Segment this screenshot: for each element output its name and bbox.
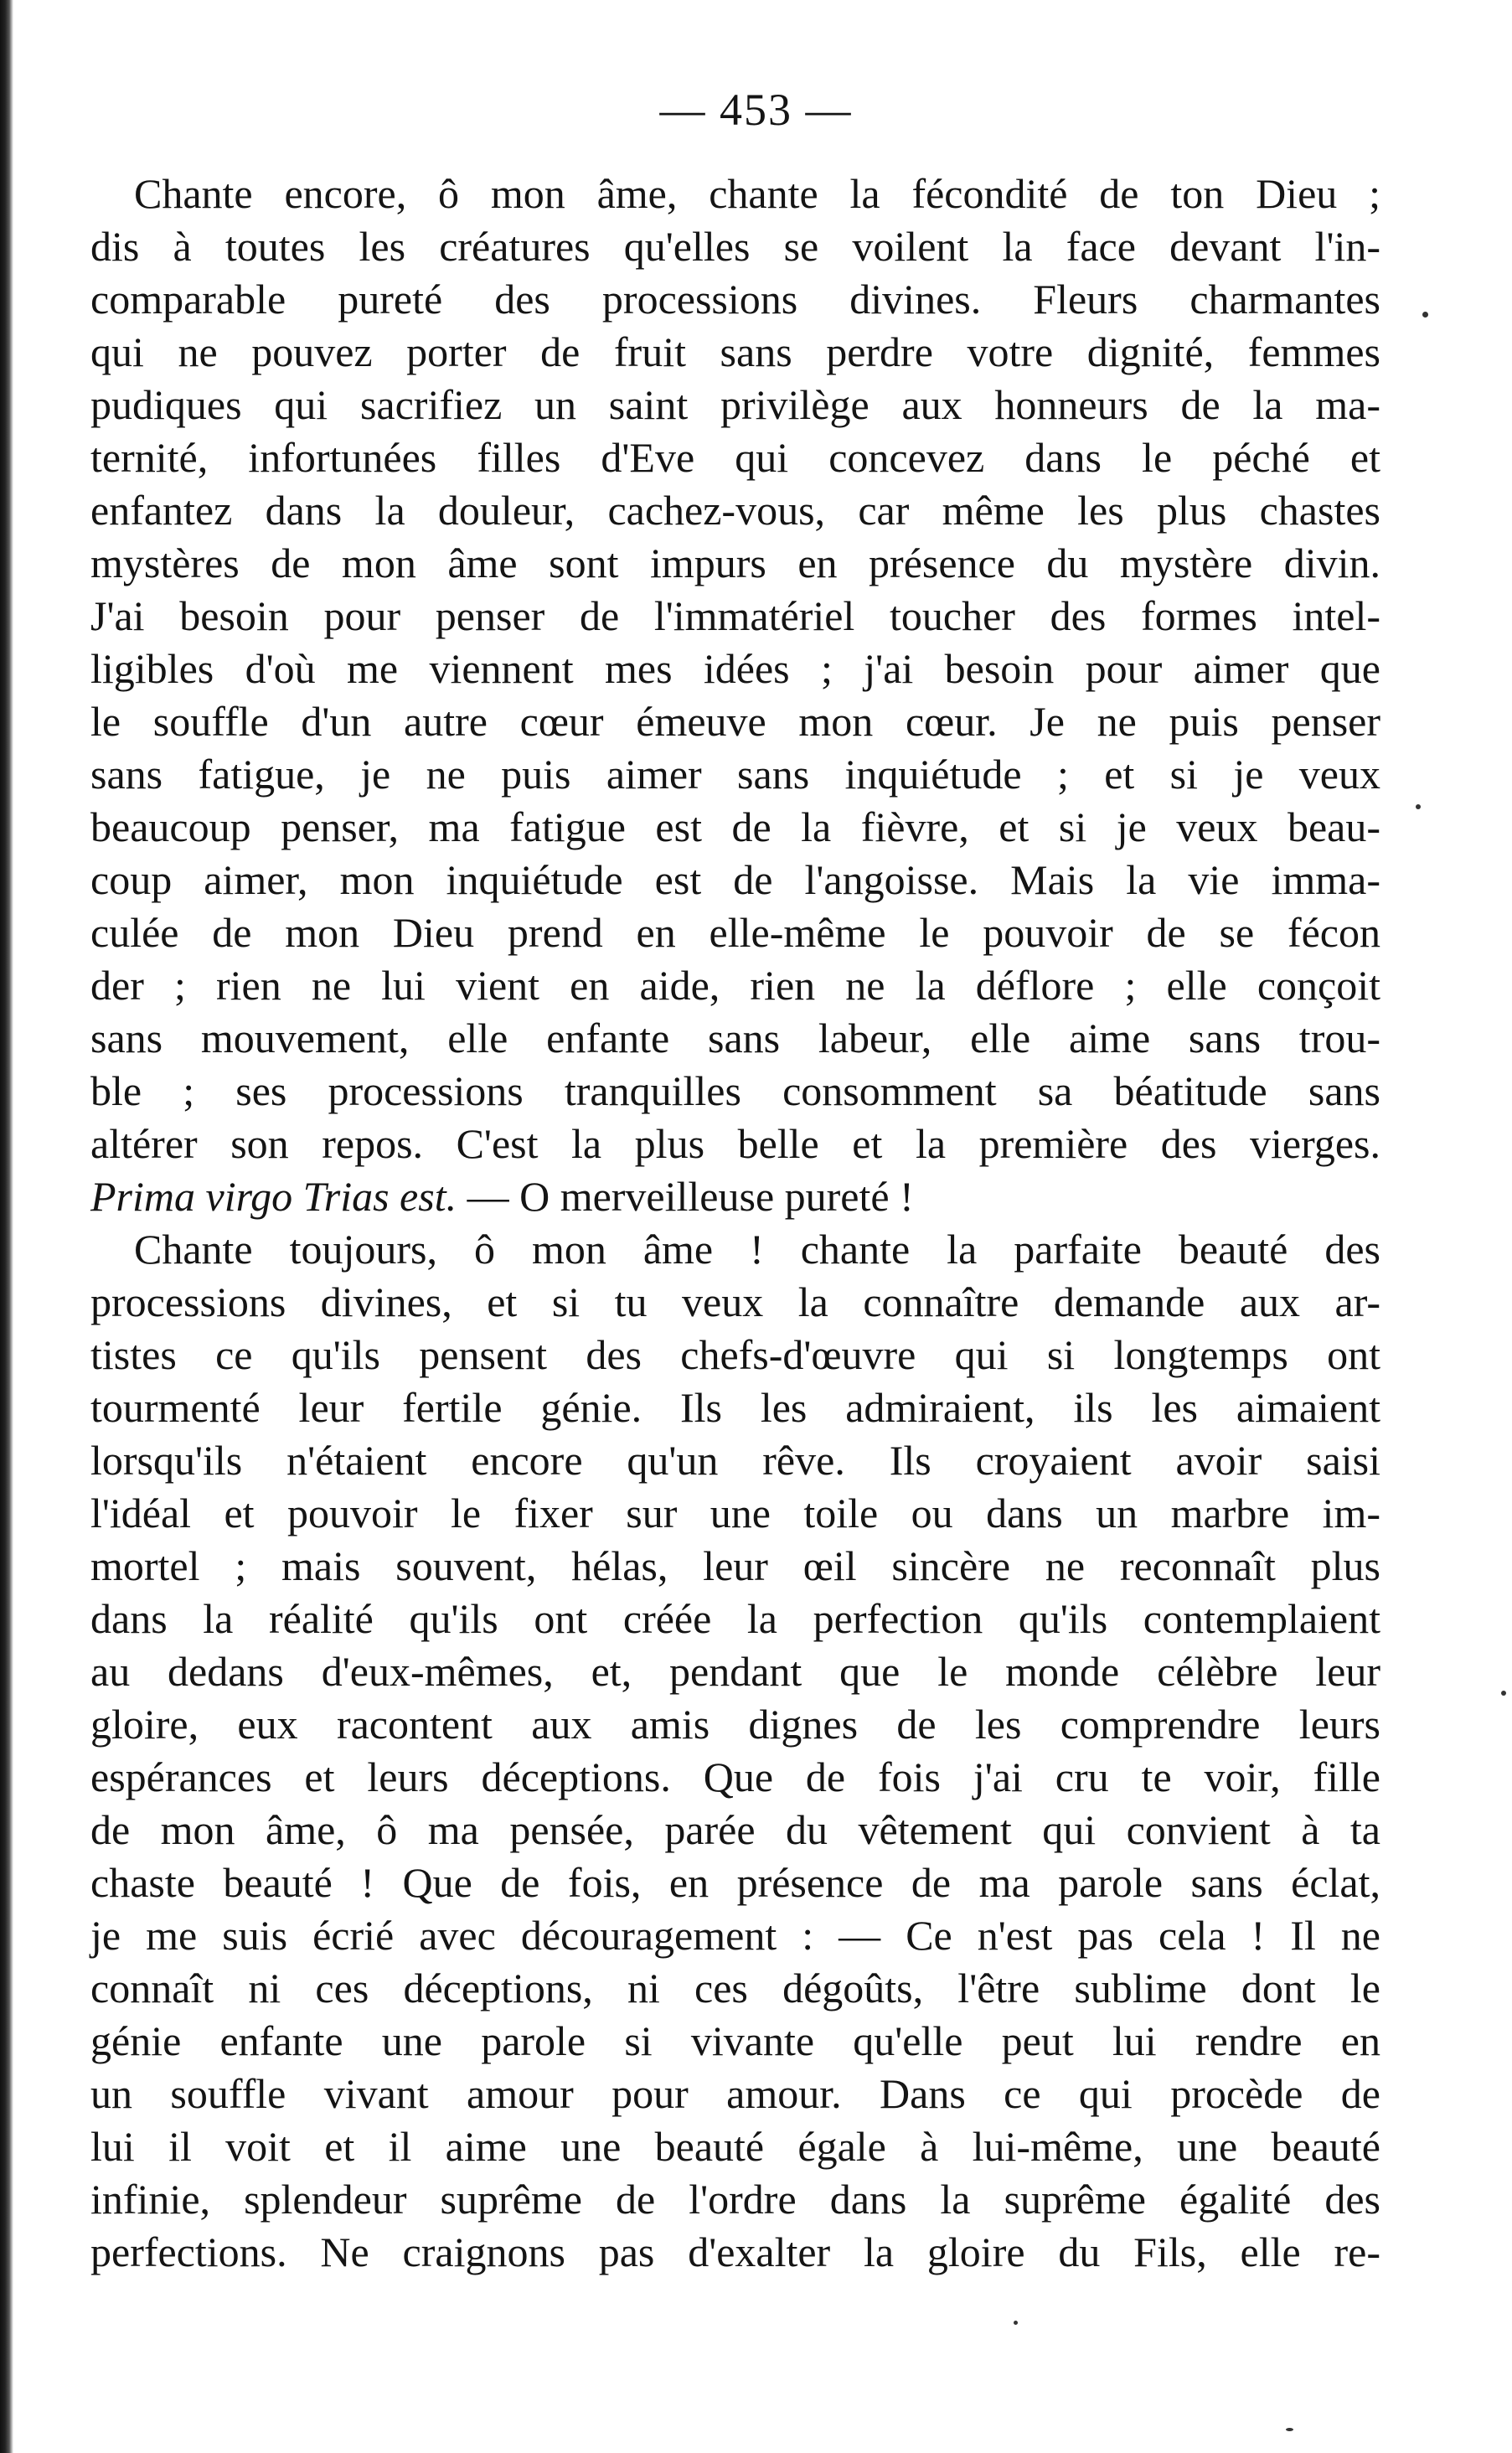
text-line: lui il voit et il aime une beauté égale à lui-même, une beauté [90,2123,1380,2170]
text-line: ble ; ses processions tranquilles consomment sa béatitude sans [90,1067,1380,1114]
text-line: Chante toujours, ô mon âme ! chante la parfaite beauté des [134,1226,1380,1273]
text-line: lorsqu'ils n'étaient encore qu'un rêve. Ils croyaient avoir saisi [90,1437,1380,1484]
text-line: J'ai besoin pour penser de l'immatériel toucher des formes intel- [90,592,1380,639]
text-line: au dedans d'eux-mêmes, et, pendant que le monde célèbre leur [90,1648,1380,1695]
binding-edge [0,0,13,2453]
text-line: perfections. Ne craignons pas d'exalter la gloire du Fils, elle re- [90,2228,1380,2275]
scan-speck [1501,1691,1506,1696]
text-line: dis à toutes les créatures qu'elles se voilent la face devant l'in- [90,223,1380,270]
text-line: chaste beauté ! Que de fois, en présence de ma parole sans éclat, [90,1859,1380,1906]
scan-speck [1422,312,1428,318]
text-line: génie enfante une parole si vivante qu'elle peut lui rendre en [90,2017,1380,2064]
text-line: pudiques qui sacrifiez un saint privilège aux honneurs de la ma- [90,381,1380,428]
page-number: — 453 — [659,85,853,135]
text-line: sans mouvement, elle enfante sans labeur, elle aime sans trou- [90,1015,1380,1061]
text-line: tistes ce qu'ils pensent des chefs-d'œuvre qui si longtemps ont [90,1331,1380,1378]
text-line: comparable pureté des processions divines. Fleurs charmantes [90,276,1380,323]
text-line-quote [90,1170,1380,1223]
text-line: je me suis écrié avec découragement : — Ce n'est pas cela ! Il ne [90,1912,1380,1959]
text-line: mortel ; mais souvent, hélas, leur œil sincère ne reconnaît plus [90,1542,1380,1589]
text-line: l'idéal et pouvoir le fixer sur une toile ou dans un marbre im- [90,1490,1380,1536]
text-line: connaît ni ces déceptions, ni ces dégoûts, l'être sublime dont le [90,1965,1380,2011]
text-line: de mon âme, ô ma pensée, parée du vêtement qui convient à ta [90,1806,1380,1853]
scan-speck [1014,2321,1018,2325]
body-text [90,168,1380,2279]
text-line: altérer son repos. C'est la plus belle et la première des vierges. [90,1120,1380,1167]
text-line: dans la réalité qu'ils ont créée la perfection qu'ils contemplaient [90,1595,1380,1642]
text-line: tourmenté leur fertile génie. Ils les admiraient, ils les aimaient [90,1384,1380,1431]
scan-speck [1286,2428,1293,2431]
closing-text: — O merveilleuse pureté ! [457,1173,914,1220]
text-line: ligibles d'où me viennent mes idées ; j'ai besoin pour aimer que [90,645,1380,692]
text-line: un souffle vivant amour pour amour. Dans ce qui procède de [90,2070,1380,2117]
text-line: beaucoup penser, ma fatigue est de la fièvre, et si je veux beau- [90,803,1380,850]
text-line: culée de mon Dieu prend en elle-même le pouvoir de se fécon [90,909,1380,956]
text-line: le souffle d'un autre cœur émeuve mon cœur. Je ne puis penser [90,698,1380,745]
text-line: processions divines, et si tu veux la connaître demande aux ar- [90,1278,1380,1325]
text-line: ternité, infortunées filles d'Eve qui concevez dans le péché et [90,434,1380,481]
text-line: enfantez dans la douleur, cachez-vous, car même les plus chastes [90,487,1380,534]
text-line: qui ne pouvez porter de fruit sans perdre votre dignité, femmes [90,328,1380,375]
text-line: der ; rien ne lui vient en aide, rien ne la déflore ; elle conçoit [90,962,1380,1009]
text-line: Chante encore, ô mon âme, chante la fécondité de ton Dieu ; [134,170,1380,217]
text-line: infinie, splendeur suprême de l'ordre dans la suprême égalité des [90,2176,1380,2223]
text-line: espérances et leurs déceptions. Que de fois j'ai cru te voir, fille [90,1753,1380,1800]
text-line: sans fatigue, je ne puis aimer sans inquiétude ; et si je veux [90,751,1380,798]
latin-quote: Prima virgo Trias est. [90,1173,457,1220]
text-line: coup aimer, mon inquiétude est de l'angoisse. Mais la vie imma- [90,856,1380,903]
scan-speck [1416,804,1421,809]
text-line: mystères de mon âme sont impurs en présence du mystère divin. [90,540,1380,586]
text-line: gloire, eux racontent aux amis dignes de les comprendre leurs [90,1701,1380,1748]
